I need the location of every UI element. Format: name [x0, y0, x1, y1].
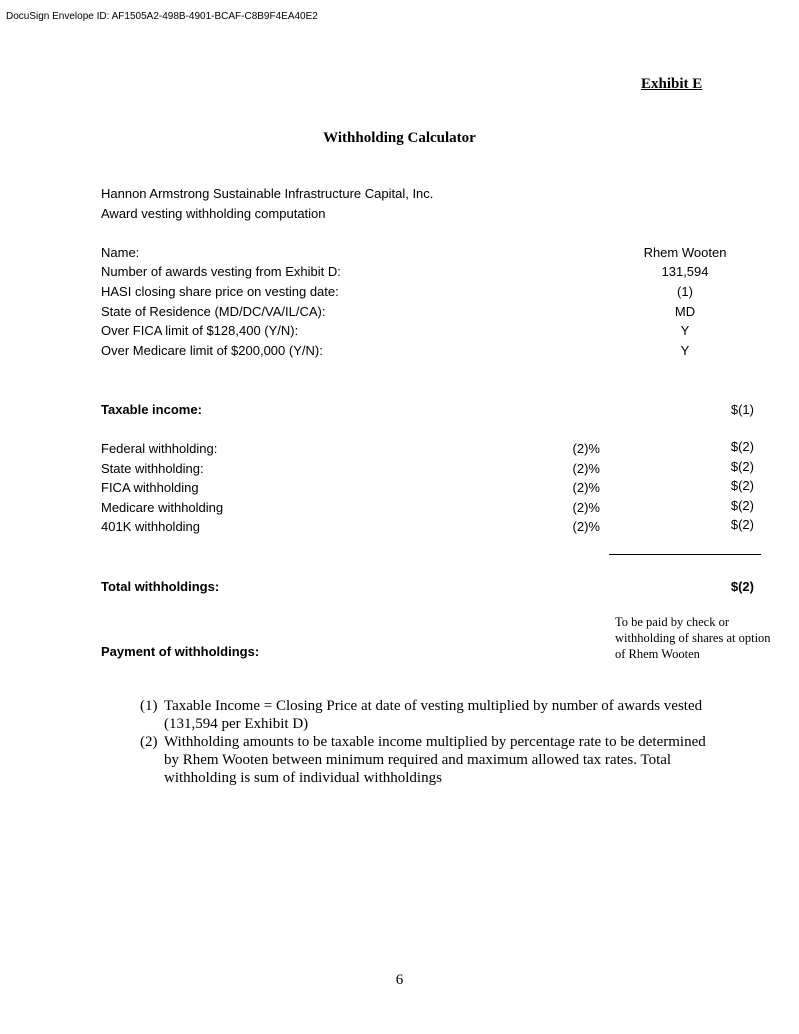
total-withholdings-value: $(2)	[730, 579, 754, 594]
info-value-medicare: Y	[680, 343, 690, 358]
footnote-2-number: (2)	[140, 734, 158, 750]
withholding-label-401k: 401K withholding	[101, 519, 201, 534]
withholding-label-fica: FICA withholding	[101, 480, 199, 495]
withholding-rate-federal: (2)%	[572, 441, 600, 456]
info-label-name: Name:	[101, 245, 140, 260]
info-value-state: MD	[674, 304, 696, 319]
payment-label: Payment of withholdings:	[101, 644, 260, 659]
withholding-label-medicare: Medicare withholding	[101, 500, 224, 515]
taxable-income-label: Taxable income:	[101, 402, 202, 417]
info-value-fica: Y	[680, 323, 690, 338]
withholding-rate-medicare: (2)%	[572, 500, 600, 515]
company-name: Hannon Armstrong Sustainable Infrastructure Capital, Inc.	[101, 186, 434, 201]
total-divider	[609, 554, 761, 555]
info-label-state: State of Residence (MD/DC/VA/IL/CA):	[101, 304, 326, 319]
withholding-amount-fica: $(2)	[730, 478, 754, 493]
withholding-rate-state: (2)%	[572, 461, 600, 476]
info-value-name: Rhem Wooten	[643, 245, 727, 260]
info-value-awards: 131,594	[661, 264, 709, 279]
footnote-1-number: (1)	[140, 698, 158, 714]
footnote-2-text: Withholding amounts to be taxable income multiplied by percentage rate to be determined by Rhem Wooten between minimum required and maximum allowed tax rates. Total withholding is sum of individual withholdings	[164, 734, 706, 786]
footnote-1	[140, 697, 720, 733]
withholding-label-federal: Federal withholding:	[101, 441, 218, 456]
total-withholdings-label: Total withholdings:	[101, 579, 220, 594]
page-title: Withholding Calculator	[323, 130, 476, 146]
footnote-2	[140, 733, 720, 787]
withholding-amount-state: $(2)	[730, 459, 754, 474]
page-number: 6	[395, 972, 404, 988]
withholding-amount-federal: $(2)	[730, 439, 754, 454]
withholding-rate-fica: (2)%	[572, 480, 600, 495]
exhibit-label: Exhibit E	[641, 76, 703, 92]
payment-note: To be paid by check or withholding of shares at option of Rhem Wooten	[615, 615, 771, 661]
info-label-share-price: HASI closing share price on vesting date:	[101, 284, 339, 299]
footnote-1-text: Taxable Income = Closing Price at date of vesting multiplied by number of awards vested (131,594 per Exhibit D)	[164, 698, 703, 732]
taxable-income-value: $(1)	[730, 402, 754, 417]
withholding-amount-medicare: $(2)	[730, 498, 754, 513]
withholding-amount-401k: $(2)	[730, 517, 754, 532]
info-label-fica: Over FICA limit of $128,400 (Y/N):	[101, 323, 299, 338]
info-value-share-price: (1)	[677, 284, 693, 299]
computation-subtitle: Award vesting withholding computation	[101, 206, 326, 221]
info-label-awards: Number of awards vesting from Exhibit D:	[101, 264, 341, 279]
withholding-rate-401k: (2)%	[572, 519, 600, 534]
envelope-id: DocuSign Envelope ID: AF1505A2-498B-4901-BCAF-C8B9F4EA40E2	[6, 11, 318, 22]
info-label-medicare: Over Medicare limit of $200,000 (Y/N):	[101, 343, 323, 358]
withholding-label-state: State withholding:	[101, 461, 204, 476]
